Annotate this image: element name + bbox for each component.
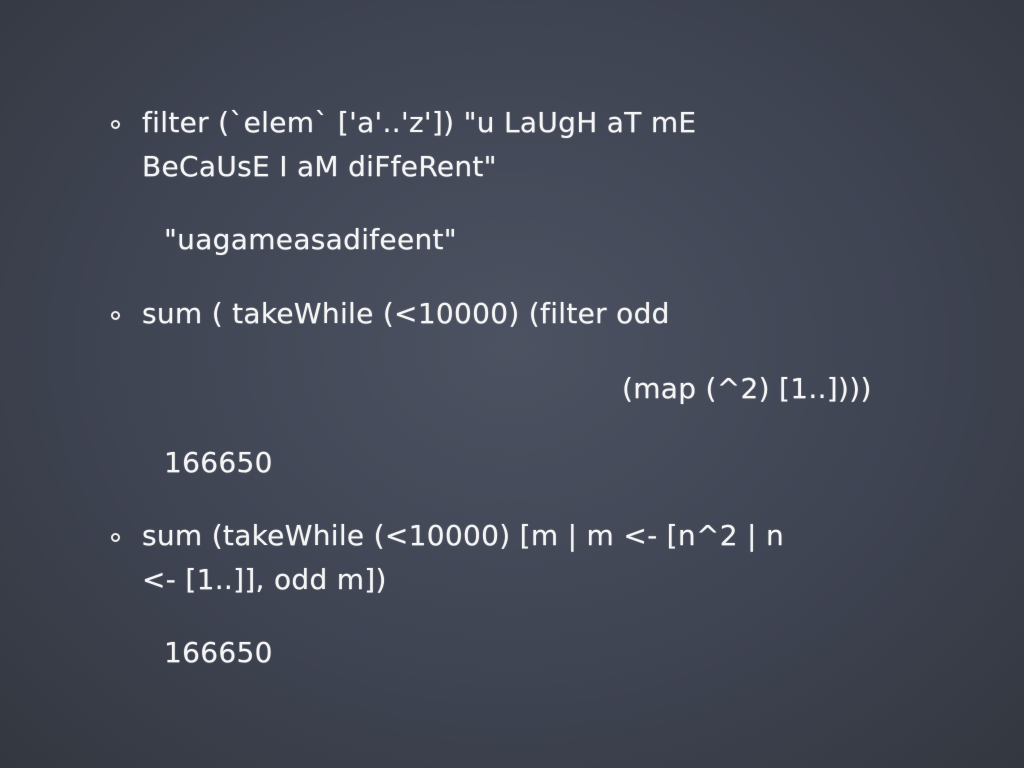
circle-bullet-icon [111, 533, 120, 542]
code-line-continuation: BeCaUsE I aM diFfeRent" [142, 150, 497, 183]
code-line: sum ( takeWhile (<10000) (filter odd [142, 297, 670, 330]
circle-bullet-icon [111, 311, 120, 320]
code-line-continuation: (map (^2) [1..]))) [622, 372, 872, 405]
code-line: sum (takeWhile (<10000) [m | m <- [n^2 | n [142, 519, 785, 552]
code-line-continuation: <- [1..]], odd m]) [142, 563, 387, 596]
result-text: 166650 [164, 636, 273, 669]
result-text: 166650 [164, 446, 273, 479]
circle-bullet-icon [111, 120, 120, 129]
code-line: filter (`elem` ['a'..'z']) "u LaUgH aT mE [142, 106, 697, 139]
result-text: "uagameasadifeent" [164, 223, 457, 256]
